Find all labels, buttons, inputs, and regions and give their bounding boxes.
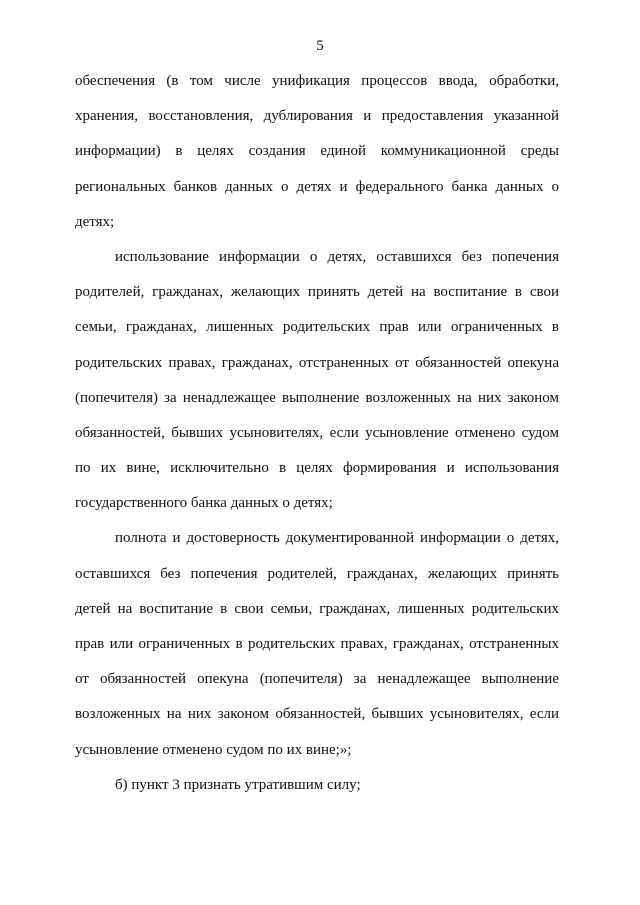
text-line: региональных банков данных о детях и федерального банка данных о [75,178,559,195]
text-line: родительских правах, гражданах, отстраненных от обязанностей опекуна [75,354,559,371]
paragraph-4 [75,774,559,809]
text-line: обеспечения (в том числе унификация процессов ввода, обработки, [75,73,559,89]
text-line: семьи, гражданах, лишенных родительских прав или ограниченных в [75,319,559,336]
text-line: усыновление отменено судом по их вине;»; [75,741,352,758]
text-line: родителей, гражданах, желающих принять детей на воспитание в свои [75,284,559,301]
paragraph-1 [75,70,559,246]
text-line: оставшихся без попечения родителей, гражданах, желающих принять [75,565,559,582]
text-line: прав или ограниченных в родительских правах, гражданах, отстраненных [75,636,559,652]
text-line: по их вине, исключительно в целях формирования и использования [75,460,559,477]
text-line: возложенных на них законом обязанностей, бывших усыновителях, если [75,706,559,723]
paragraph-3 [75,527,559,773]
text-line: б) пункт 3 признать утратившим силу; [115,776,361,793]
document-body [75,70,559,809]
text-line: (попечителя) за ненадлежащее выполнение возложенных на них законом [75,389,559,406]
text-line: детей на воспитание в свои семьи, гражданах, лишенных родительских [75,600,559,617]
text-line: обязанностей, бывших усыновителях, если усыновление отменено судом [75,424,559,441]
text-line: государственного банка данных о детях; [75,495,333,512]
text-line: использование информации о детях, оставшихся без попечения [115,248,559,265]
page-number: 5 [316,38,324,54]
text-line: информации) в целях создания единой коммуникационной среды [75,143,559,160]
text-line: полнота и достоверность документированной информации о детях, [115,530,559,547]
paragraph-2 [75,246,559,528]
text-line: от обязанностей опекуна (попечителя) за ненадлежащее выполнение [75,671,559,688]
text-line: детях; [75,213,115,230]
text-line: хранения, восстановления, дублирования и предоставления указанной [75,108,559,125]
